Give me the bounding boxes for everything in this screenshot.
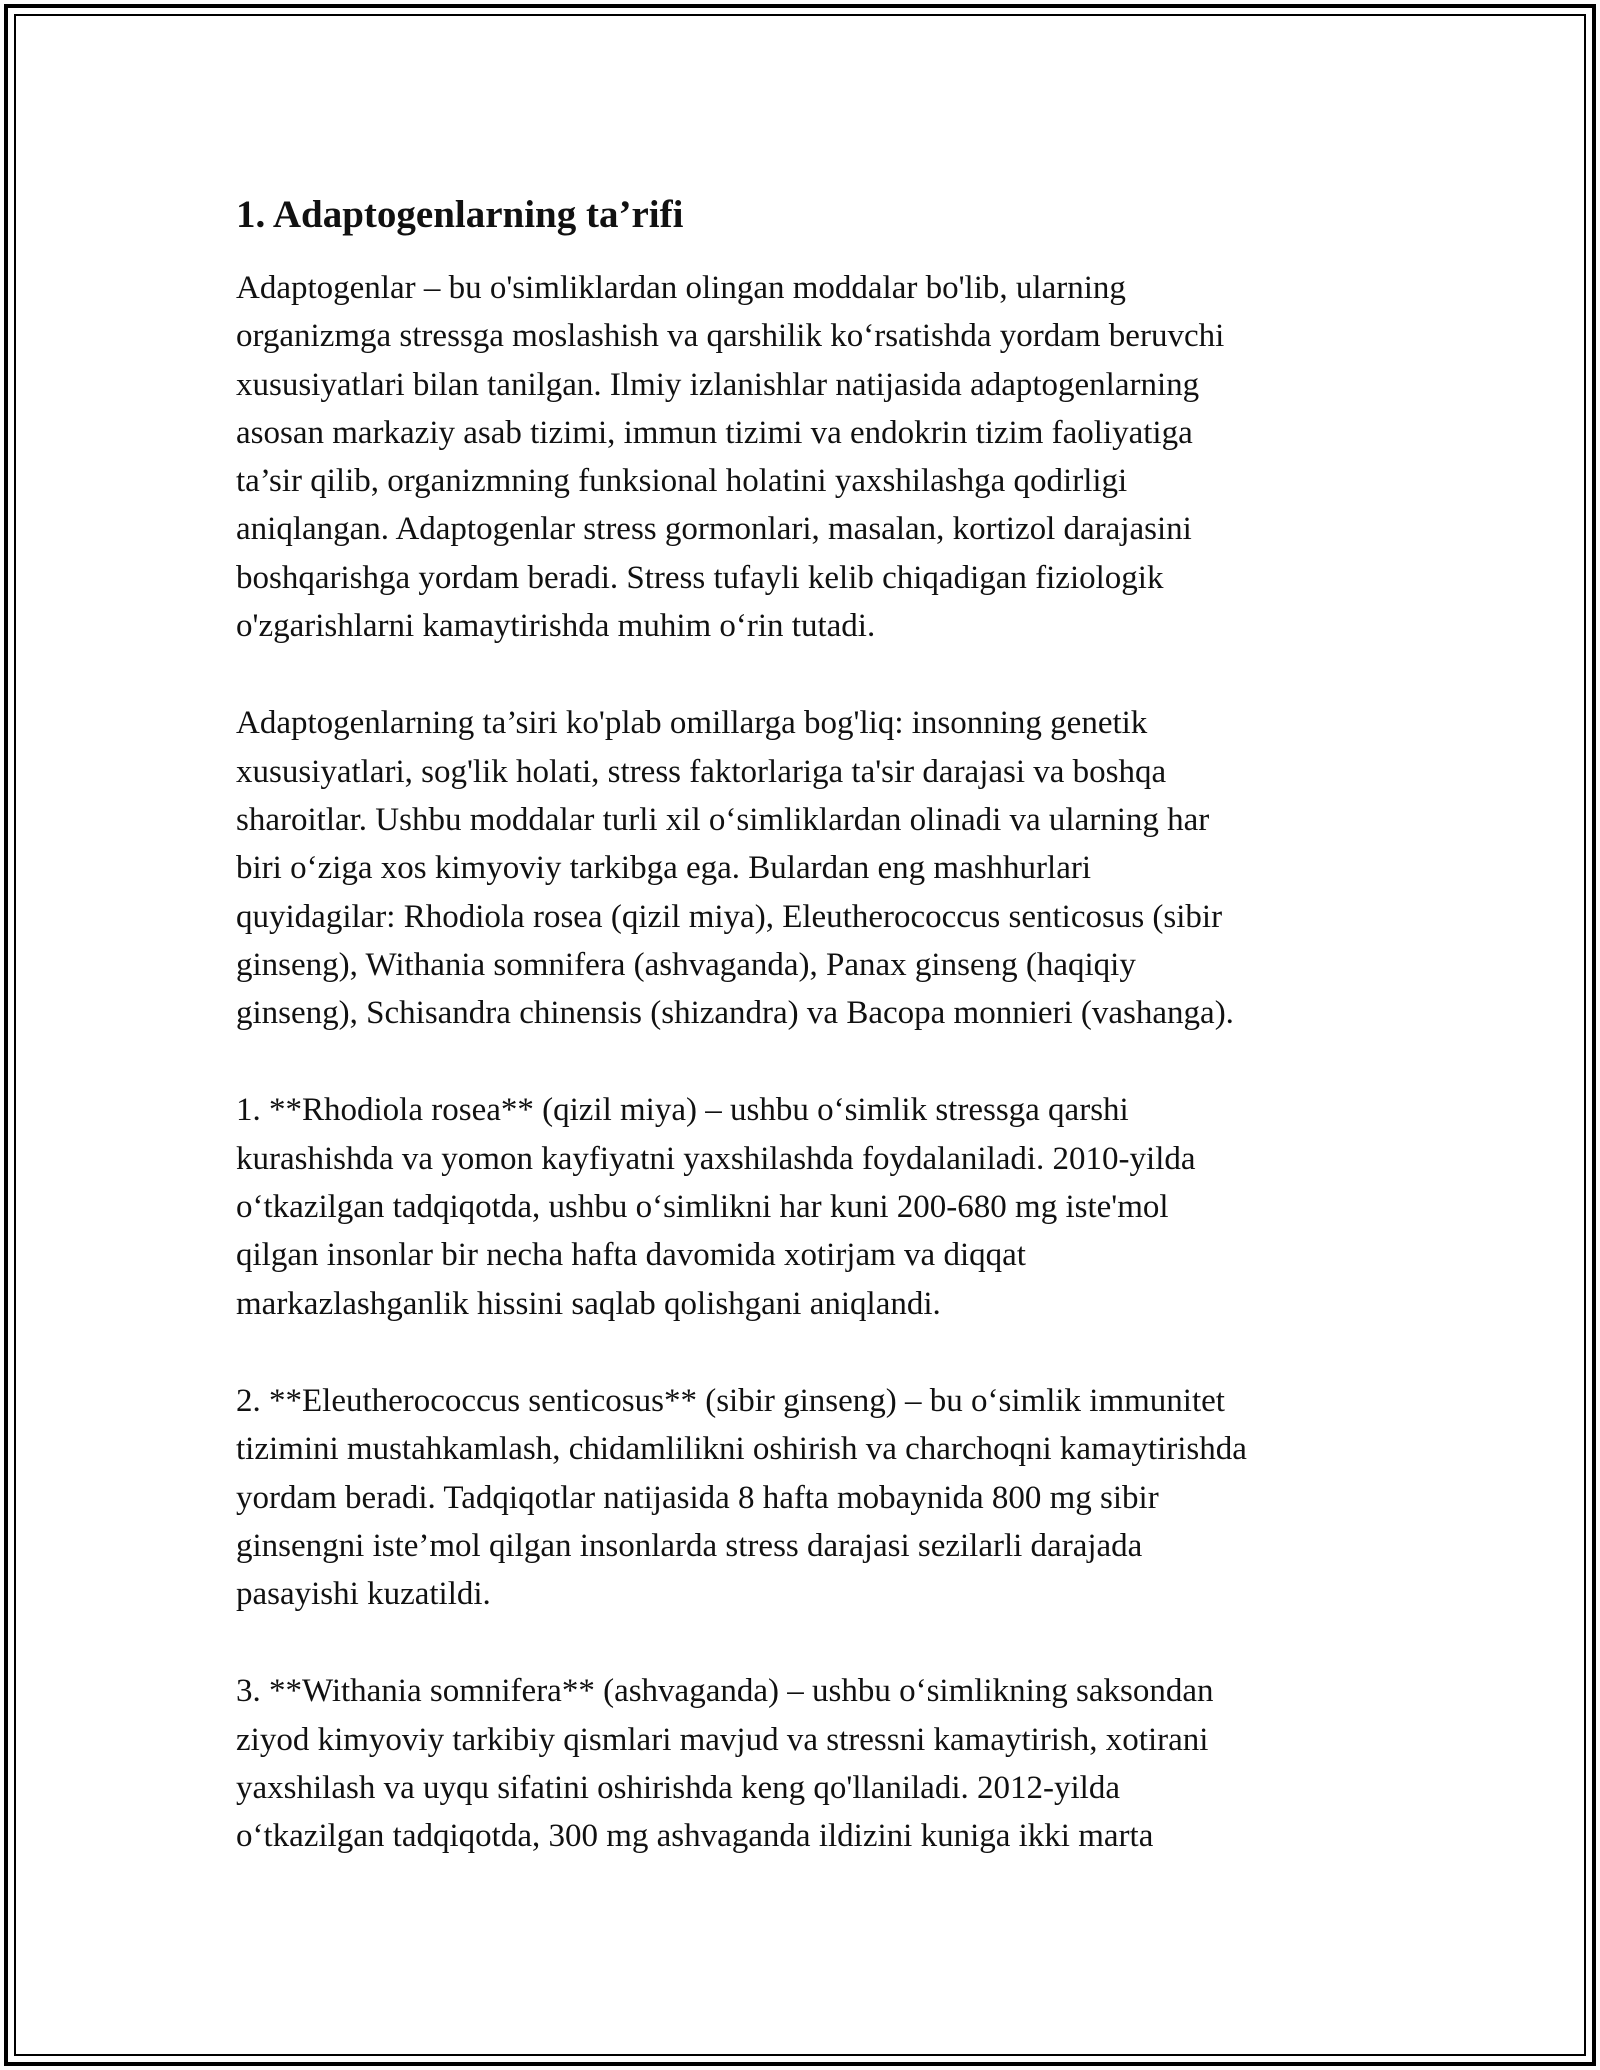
document-body: [236, 186, 1376, 1861]
text-line: kurashishda va yomon kayfiyatni yaxshilashda foydalaniladi. 2010-yilda: [236, 1140, 1196, 1177]
text-line: ginseng), Withania somnifera (ashvaganda), Panax ginseng (haqiqiy: [236, 946, 1136, 983]
text-line: 2. **Eleutherococcus senticosus** (sibir ginseng) – bu o‘simlik immunitet: [236, 1382, 1225, 1419]
text-line: 1. **Rhodiola rosea** (qizil miya) – ushbu o‘simlik stressga qarshi: [236, 1092, 1129, 1129]
text-line: 3. **Withania somnifera** (ashvaganda) – ushbu o‘simlikning saksondan: [236, 1673, 1214, 1710]
text-line: markazlashganlik hissini saqlab qolishgani aniqlandi.: [236, 1285, 941, 1322]
section-heading: 1. Adaptogenlarning ta’rifi: [236, 193, 684, 236]
paragraph-item-withania: [236, 1667, 1376, 1860]
paragraph-item-eleutherococcus: [236, 1377, 1376, 1618]
paragraph-factors: [236, 699, 1376, 1037]
text-line: ta’sir qilib, organizmning funksional holatini yaxshilashga qodirligi: [236, 463, 1128, 500]
text-line: sharoitlar. Ushbu moddalar turli xil o‘simliklardan olinadi va ularning har: [236, 801, 1210, 838]
text-line: Adaptogenlar – bu o'simliklardan olingan moddalar bo'lib, ularning: [236, 270, 1126, 306]
text-line: aniqlangan. Adaptogenlar stress gormonlari, masalan, kortizol darajasini: [236, 511, 1192, 548]
text-line: o‘tkazilgan tadqiqotda, ushbu o‘simlikni har kuni 200-680 mg iste'mol: [236, 1189, 1169, 1226]
text-line: boshqarishga yordam beradi. Stress tufayli kelib chiqadigan fiziologik: [236, 559, 1164, 596]
text-line: o'zgarishlarni kamaytirishda muhim o‘rin tutadi.: [236, 608, 876, 645]
text-line: qilgan insonlar bir necha hafta davomida xotirjam va diqqat: [236, 1237, 1026, 1274]
text-line: Adaptogenlarning ta’siri ko'plab omillarga bog'liq: insonning genetik: [236, 705, 1148, 742]
text-line: quyidagilar: Rhodiola rosea (qizil miya), Eleutherococcus senticosus (sibir: [236, 898, 1223, 935]
paragraph-definition: [236, 264, 1376, 650]
text-line: ginsengni iste’mol qilgan insonlarda stress darajasi sezilarli darajada: [236, 1527, 1143, 1564]
text-line: yordam beradi. Tadqiqotlar natijasida 8 hafta mobaynida 800 mg sibir: [236, 1479, 1159, 1516]
text-line: organizmga stressga moslashish va qarshilik ko‘rsatishda yordam beruvchi: [236, 318, 1225, 355]
paragraph-item-rhodiola: [236, 1086, 1376, 1327]
text-line: xususiyatlari, sog'lik holati, stress faktorlariga ta'sir darajasi va boshqa: [236, 753, 1167, 790]
text-line: ziyod kimyoviy tarkibiy qismlari mavjud va stressni kamaytirish, xotirani: [236, 1721, 1209, 1758]
text-line: yaxshilash va uyqu sifatini oshirishda keng qo'llaniladi. 2012-yilda: [236, 1770, 1120, 1807]
text-line: ginseng), Schisandra chinensis (shizandra) va Bacopa monnieri (vashanga).: [236, 995, 1234, 1032]
text-line: tizimini mustahkamlash, chidamlilikni oshirish va charchoqni kamaytirishda: [236, 1431, 1247, 1468]
text-line: pasayishi kuzatildi.: [236, 1576, 491, 1613]
text-line: biri o‘ziga xos kimyoviy tarkibga ega. Bulardan eng mashhurlari: [236, 850, 1092, 887]
text-line: xususiyatlari bilan tanilgan. Ilmiy izlanishlar natijasida adaptogenlarning: [236, 366, 1200, 403]
text-line: asosan markaziy asab tizimi, immun tizimi va endokrin tizim faoliyatiga: [236, 414, 1193, 451]
text-line: o‘tkazilgan tadqiqotda, 300 mg ashvaganda ildizini kuniga ikki marta: [236, 1818, 1154, 1855]
